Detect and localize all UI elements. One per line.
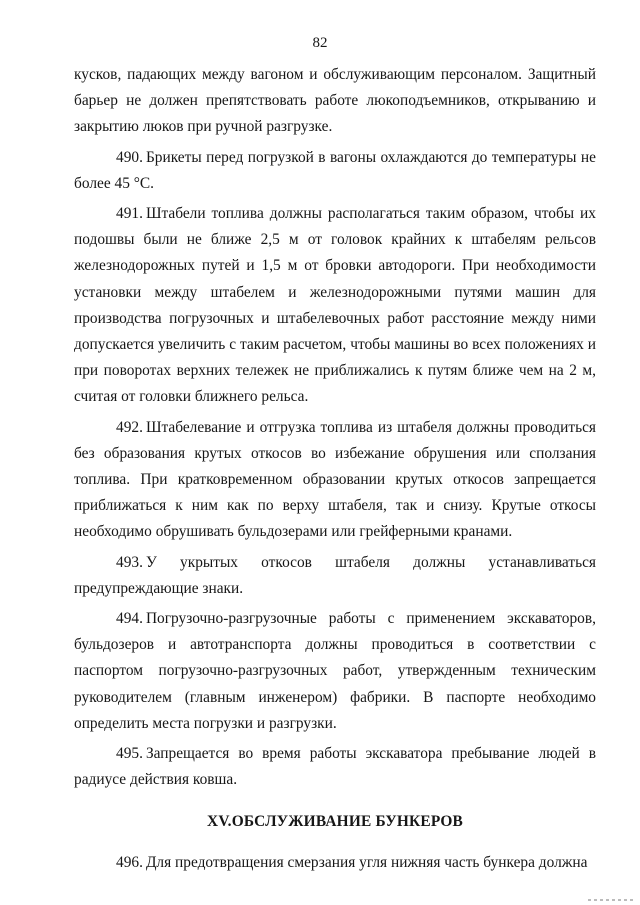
paragraph-number: 496.: [116, 853, 143, 871]
paragraph-491: [74, 201, 596, 411]
paragraph-number: 490.: [116, 148, 143, 166]
paragraph-text: кусков, падающих между вагоном и обслуживающим персоналом. Защитный барьер не должен препятствовать работе люкоподъемников, открыванию и закрытию люков при ручной разгрузке.: [74, 66, 596, 136]
document-body: [74, 62, 596, 876]
page-number: 82: [312, 35, 328, 51]
paragraph-text: Запрещается во время работы экскаватора пребывание людей в радиусе действия ковша.: [74, 745, 596, 789]
section-heading: XV.ОБСЛУЖИВАНИЕ БУНКЕРОВ: [207, 813, 463, 831]
paragraph-number: 493.: [116, 553, 143, 571]
paragraph-490: [74, 145, 596, 197]
scan-artifact: [588, 899, 634, 901]
paragraph-494: [74, 606, 596, 737]
paragraph-text: Штабелевание и отгрузка топлива из штабеля должны проводиться без образования крутых откосов во избежание обрушения или сползания топлива. При кратковременном образовании крутых откосов запрещается приближаться к ним как по верху штабеля, так и снизу. Крутые откосы необходимо обрушивать бульдозерами или грейферными кранами.: [74, 418, 596, 541]
paragraph-number: 494.: [116, 610, 143, 628]
paragraph-number: 495.: [116, 745, 143, 763]
paragraph-text: Штабели топлива должны располагаться таким образом, чтобы их подошвы были не ближе 2,5 м от головок крайних к штабелям рельсов железнодорожных путей и 1,5 м от бровки автодороги. При необходимости установки между штабелем и железнодорожными путями машин для производства погрузочных и штабелевочных работ расстояние между ними допускается увеличить с таким расчетом, чтобы машины во всех положениях и при поворотах верхних тележек не приближались к путям ближе чем на 2 м, считая от головки ближнего рельса.: [74, 205, 596, 406]
paragraph-493: [74, 550, 596, 602]
paragraph-text: Брикеты перед погрузкой в вагоны охлаждаются до температуры не более 45 °С.: [74, 148, 596, 192]
paragraph-continued: [74, 62, 596, 141]
paragraph-text: Погрузочно-разгрузочные работы с применением экскаваторов, бульдозеров и автотранспорта должны проводиться в соответствии с паспортом погрузочно-разгрузочных работ, утвержденным техническим руководителем (главным инженером) фабрики. В паспорте необходимо определить места погрузки и разгрузки.: [74, 610, 596, 732]
paragraph-text: У укрытых откосов штабеля должны устанавливаться предупреждающие знаки.: [74, 553, 596, 597]
paragraph-496: [74, 850, 596, 876]
paragraph-495: [74, 741, 596, 793]
paragraph-number: 492.: [116, 418, 143, 436]
paragraph-492: [74, 415, 596, 546]
paragraph-text: Для предотвращения смерзания угля нижняя часть бункера должна: [145, 853, 588, 871]
paragraph-number: 491.: [116, 205, 143, 223]
